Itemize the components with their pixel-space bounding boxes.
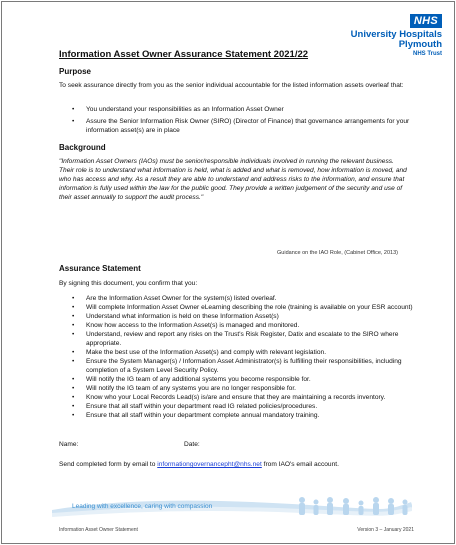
people-silhouettes-graphic (294, 495, 414, 517)
purpose-bullet: • Assure the Senior Information Risk Owner (SIRO) (Director of Finance) that governance arrangements for your information asset(s) are in place (72, 117, 417, 135)
assurance-bullet: • Understand what information is held on these Information Asset(s) (72, 312, 417, 321)
send-text-after: from IAO's email account. (261, 461, 339, 468)
purpose-heading: Purpose (59, 67, 92, 76)
footer-version-text: Version 3 – January 2021 (357, 527, 414, 533)
assurance-bullet: • Ensure that all staff within your department complete annual mandatory training. (72, 411, 417, 420)
assurance-bullet: • Ensure that all staff within your department read IG related policies/procedures. (72, 402, 417, 411)
nhs-trust-logo (322, 11, 442, 58)
document-title: Information Asset Owner Assurance Statement 2021/22 (59, 49, 309, 60)
background-citation: Guidance on the IAO Role, (Cabinet Office, 2013) (277, 250, 398, 256)
footer-strapline: Leading with excellence, caring with compassion (72, 503, 213, 510)
date-label: Date: (184, 441, 200, 448)
send-instructions (59, 460, 409, 469)
footer-left-text: Information Asset Owner Statement (59, 527, 138, 533)
assurance-bullet-list (72, 294, 417, 420)
logo-line-3: NHS Trust (412, 51, 442, 57)
assurance-bullet: • Understand, review and report any risks on the Trust's Risk Register, Datix and escalate to the SIRO where appropriate. (72, 330, 417, 348)
assurance-bullet: • Will complete Information Asset Owner eLearning describing the role (training is available on your ESR account) (72, 303, 417, 312)
assurance-bullet: • Make the best use of the Information Asset(s) and comply with relevant legislation. (72, 348, 417, 357)
purpose-bullet-list (72, 105, 417, 135)
assurance-bullet: • Ensure the System Manager(s) / Information Asset Administrator(s) is fulfilling their responsibilities, including completion of a System Level Security Policy. (72, 357, 417, 375)
logo-line-2: Plymouth (398, 39, 442, 50)
ig-email-link[interactable]: informationgovernancepht@nhs.net (157, 461, 262, 468)
purpose-intro: To seek assurance directly from you as the senior individual accountable for the listed information assets overleaf that: (59, 82, 404, 89)
assurance-heading: Assurance Statement (59, 264, 141, 273)
assurance-bullet: • Are the Information Asset Owner for the system(s) listed overleaf. (72, 294, 417, 303)
nhs-logo-box: NHS (410, 14, 442, 28)
assurance-bullet: • Will notify the IG team of any systems you are no longer responsible for. (72, 384, 417, 393)
document-page (1, 1, 455, 544)
background-quote: "Information Asset Owners (IAOs) must be senior/responsible individuals involved in running the relevant business. Their role is to understand what information is held, what is added and what is removed, how information is moved, and who has access and why. As a result they are able to understand and address risks to the information, and ensure that information is fully used within the law for the public good. They provide a written judgement of the security and use of their asset annually to support the audit process." (59, 158, 407, 201)
assurance-intro: By signing this document, you confirm that you: (59, 280, 198, 287)
assurance-bullet: • Will notify the IG team of any additional systems you become responsible for. (72, 375, 417, 384)
background-heading: Background (59, 143, 106, 152)
name-label: Name: (59, 441, 79, 448)
logo-line-1: University Hospitals (350, 29, 442, 40)
send-text-before: Send completed form by email to (59, 461, 158, 468)
assurance-bullet: • Know how access to the Information Asset(s) is managed and monitored. (72, 321, 417, 330)
purpose-bullet: • You understand your responsibilities as an Information Asset Owner (72, 105, 417, 114)
assurance-bullet: • Know who your Local Records Lead(s) is/are and ensure that they are maintaining a records inventory. (72, 393, 417, 402)
